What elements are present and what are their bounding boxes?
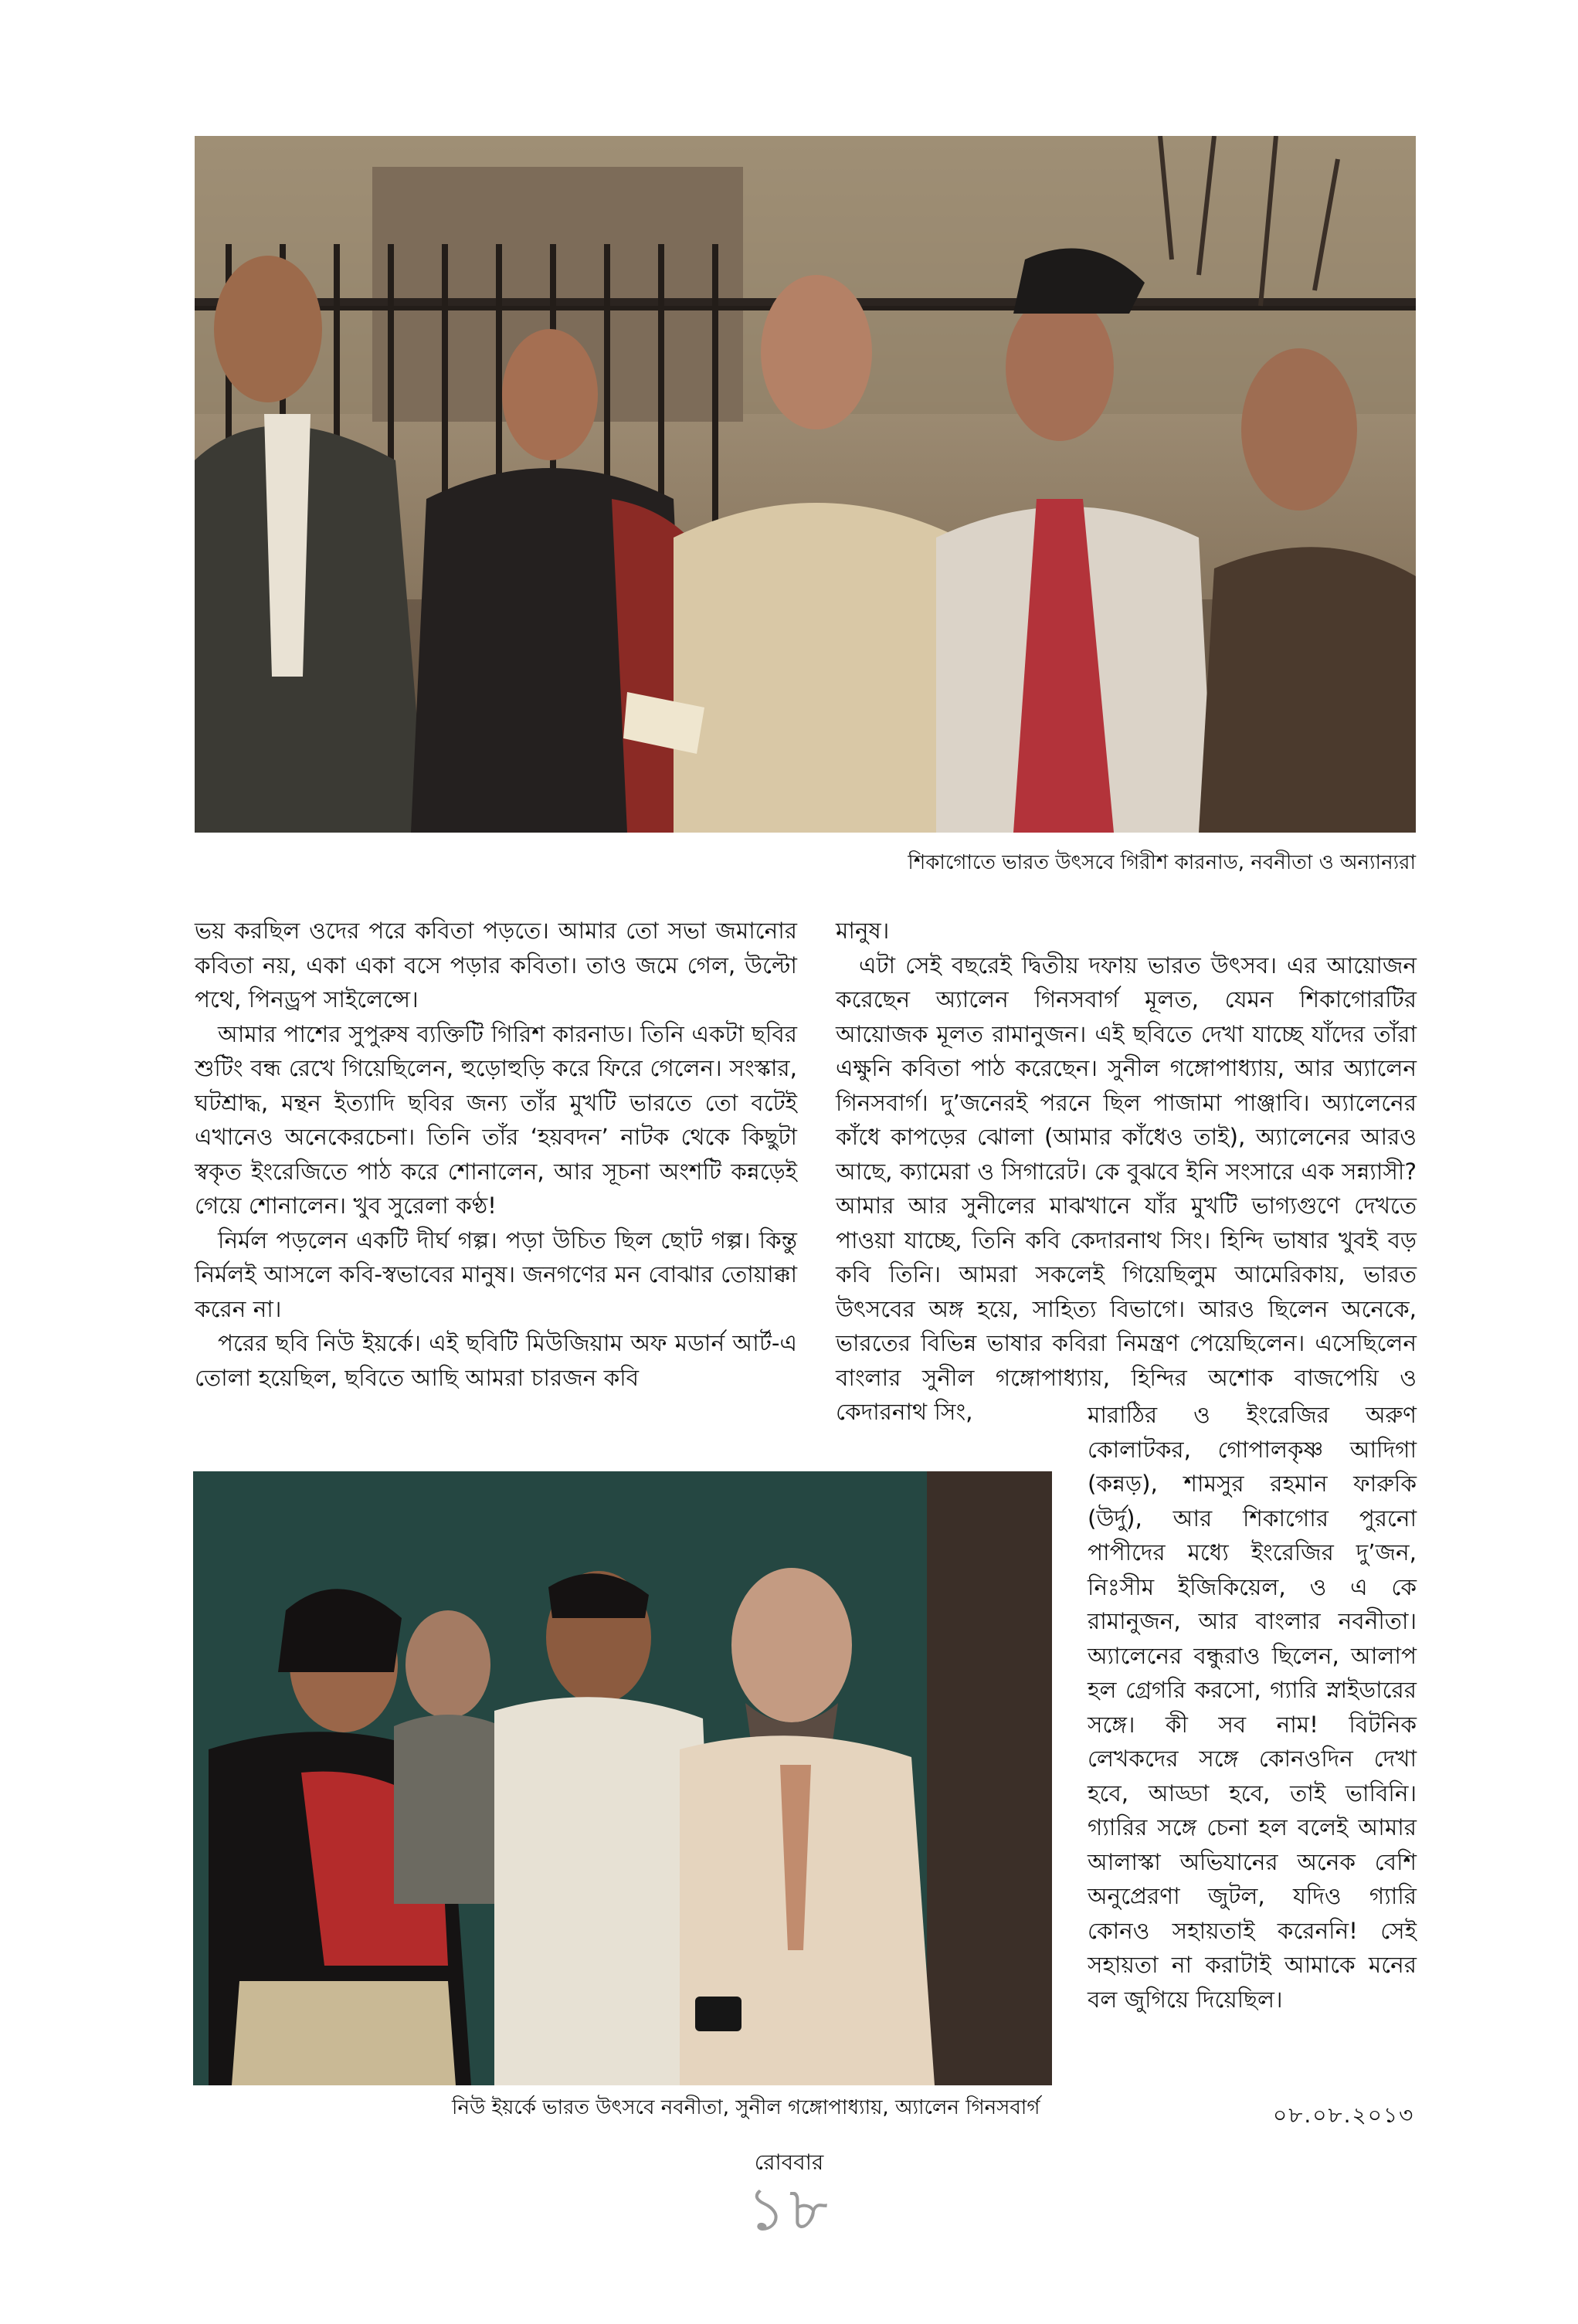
bottom-photo-caption: নিউ ইয়র্কে ভারত উৎসবে নবনীতা, সুনীল গঙ্গোপাধ্যায়, অ্যালেন গিনসবার্গ bbox=[452, 2096, 1040, 2119]
article-paragraph: এটা সেই বছরেই দ্বিতীয় দফায় ভারত উৎসব। এর আয়োজন করেছেন অ্যালেন গিনসবার্গ মূলত, যেমন শিকাগোরটির আয়োজক মূলত রামানুজন। এই ছবিতে দেখা যাচ্ছে যাঁদের তাঁরা এক্ষুনি কবিতা পাঠ করেছেন। সুনীল গঙ্গোপাধ্যায়, আর অ্যালেন গিনসবার্গ। দু’জনেরই পরনে ছিল পাজামা পাঞ্জাবি। অ্যালেনের কাঁধে কাপড়ের ঝোলা (আমার কাঁধেও তাই), অ্যালেনের আরও আছে, ক্যামেরা ও সিগারেট। কে বুঝবে ইনি সংসারে এক সন্ন্যাসী? আমার আর সুনীলের মাঝখানে যাঁর মুখটি ভাগ্যগুণে দেখতে পাওয়া যাচ্ছে, তিনি কবি কেদারনাথ সিং। হিন্দি ভাষার খুবই বড় কবি তিনি। আমরা সকলেই গিয়েছিলুম আমেরিকায়, ভারত উৎসবের অঙ্গ হয়ে, সাহিত্য বিভাগে। আরও ছিলেন অনেকে, ভারতের বিভিন্ন ভাষার কবিরা নিমন্ত্রণ পেয়েছিলেন। এসেছিলেন বাংলার সুনীল গঙ্গোপাধ্যায়, হিন্দির অশোক বাজপেয়ি ও কেদারনাথ সিং, bbox=[836, 952, 1417, 1425]
article-paragraph: পরের ছবি নিউ ইয়র্কে। এই ছবিটি মিউজিয়াম অফ মডার্ন আর্ট-এ তোলা হয়েছিল, ছবিতে আছি আমরা চারজন কবি bbox=[195, 1330, 797, 1391]
article-paragraph: ভয় করছিল ওদের পরে কবিতা পড়তে। আমার তো সভা জমানোর কবিতা নয়, একা একা বসে পড়ার কবিতা। তাও জমে গেল, উল্টো পথে, পিনড্রপ সাইলেন্সে। bbox=[195, 918, 797, 1013]
article-paragraph: আমার পাশের সুপুরুষ ব্যক্তিটি গিরিশ কারনাড। তিনি একটা ছবির শুটিং বন্ধ রেখে গিয়েছিলেন, হুড়োহুড়ি করে ফিরে গেলেন। সংস্কার, ঘটশ্রাদ্ধ, মন্থন ইত্যাদি ছবির জন্য তাঁর মুখটি ভারতে তো বটেই এখানেও অনেকেরচেনা। তিনি তাঁর ‘হয়বদন’ নাটক থেকে কিছুটা স্বকৃত ইংরেজিতে পাঠ করে শোনালেন, আর সূচনা অংশটি কন্নড়েই গেয়ে শোনালেন। খুব সুরেলা কণ্ঠ! bbox=[195, 1020, 797, 1219]
bottom-photo bbox=[193, 1471, 1052, 2085]
article-paragraph: মানুষ। bbox=[836, 918, 890, 944]
article-right-narrow-column bbox=[1088, 1398, 1417, 2017]
article-paragraph: মারাঠির ও ইংরেজির অরুণ কোলাটকর, গোপালকৃষ্ণ আদিগা (কন্নড়), শামসুর রহমান ফারুকি (উর্দু), আর শিকাগোর পুরনো পাপীদের মধ্যে ইংরেজির দু’জন, নিঃসীম ইজিকিয়েল, ও এ কে রামানুজন, আর বাংলার নবনীতা। অ্যালেনের বন্ধুরাও ছিলেন, আলাপ হল গ্রেগরি করসো, গ্যারি স্নাইডারের সঙ্গে। কী সব নাম! বিটনিক লেখকদের সঙ্গে কোনওদিন দেখা হবে, আড্ডা হবে, তাই ভাবিনি। গ্যারির সঙ্গে চেনা হল বলেই আমার আলাস্কা অভিযানের অনেক বেশি অনুপ্রেরণা জুটল, যদিও গ্যারি কোনও সহায়তাই করেননি! সেই সহায়তা না করাটাই আমাকে মনের বল জুগিয়ে দিয়েছিল। bbox=[1088, 1402, 1417, 2013]
top-photo-image bbox=[195, 136, 1416, 833]
top-photo-caption: শিকাগোতে ভারত উৎসবে গিরীশ কারনাড, নবনীতা ও অন্যান্যরা bbox=[908, 851, 1416, 874]
article-paragraph: নির্মল পড়লেন একটি দীর্ঘ গল্প। পড়া উচিত ছিল ছোট গল্প। কিন্তু নির্মলই আসলে কবি-স্বভাবের মানুষ। জনগণের মন বোঝার তোয়াক্কা করেন না। bbox=[195, 1226, 797, 1322]
article-right-column bbox=[836, 914, 1417, 1430]
top-photo bbox=[195, 136, 1416, 833]
magazine-name: রোববার bbox=[754, 2149, 824, 2175]
bottom-photo-image bbox=[193, 1471, 1052, 2085]
page-number: ১৮ bbox=[746, 2175, 832, 2244]
issue-date: ০৮.০৮.২০১৩ bbox=[1273, 2102, 1415, 2128]
article-left-column bbox=[195, 914, 797, 1395]
